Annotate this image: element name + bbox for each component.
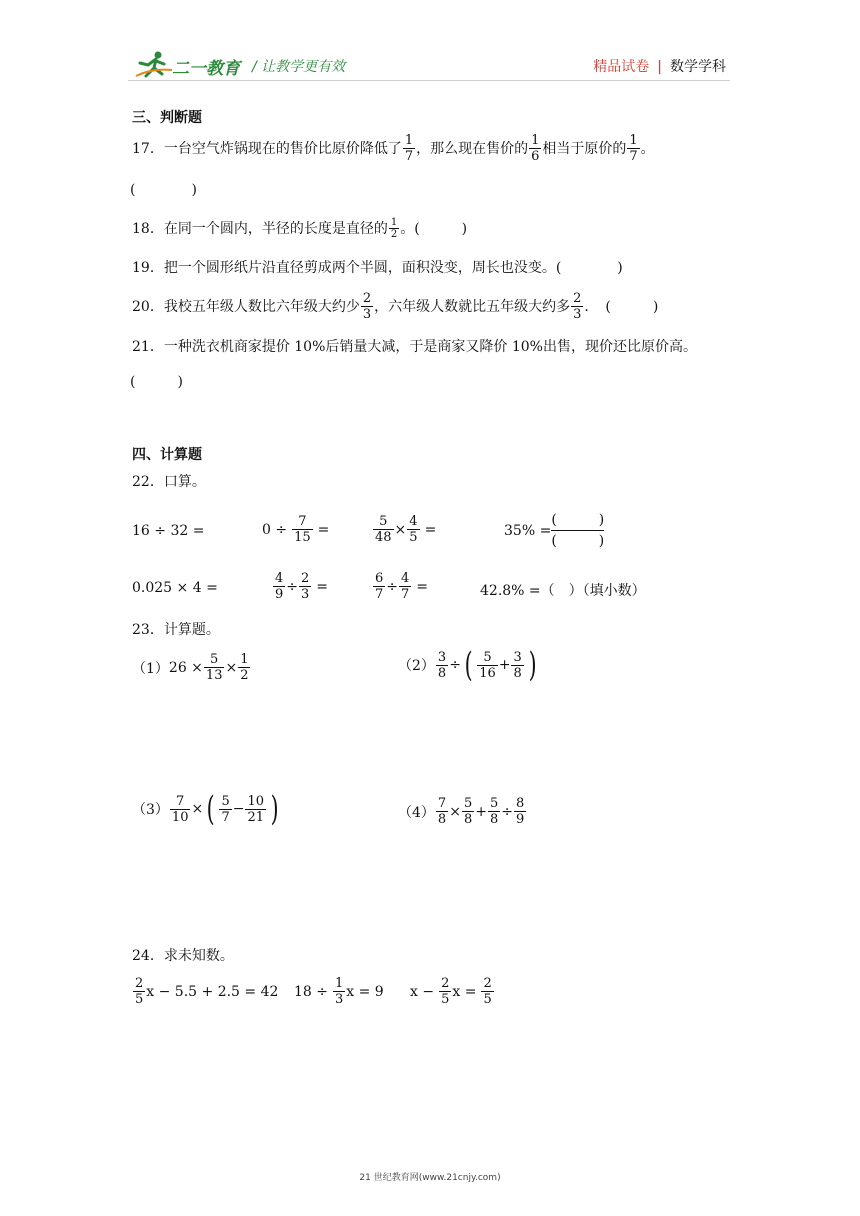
equation-1: $\frac{2}{5}$ x − 5.5 + 2.5 = 42 <box>135 976 279 1007</box>
oral-calc-6: $\frac{4}{9}$ ÷ $\frac{2}{3}$ = <box>275 571 329 602</box>
q17-answer-blank[interactable]: ( ) <box>130 182 197 198</box>
calc-problem-3: （3） $\frac{7}{10}$ × ( $\frac{5}{7}$ − $\frac{10}{21}$ ) <box>132 789 279 829</box>
fraction: $\frac{1}{6}$ <box>531 133 540 164</box>
fraction: $\frac{2}{5}$ <box>441 976 450 1007</box>
footer-source: 21 世纪教育网(www.21cnjy.com) <box>359 1173 501 1183</box>
oral-calc-4: 35% = $\frac{( )}{( )}$ <box>504 512 605 549</box>
question-17 <box>132 133 655 164</box>
fraction: $\frac{4}{9}$ <box>275 571 284 602</box>
slogan: / 让教学更有效 <box>252 59 346 75</box>
fraction: $\frac{5}{8}$ <box>489 796 499 827</box>
question-18 <box>132 217 467 240</box>
fraction: $\frac{10}{21}$ <box>247 793 265 825</box>
q17-text-b: ，那么现在售价的 <box>416 140 529 157</box>
fraction: $\frac{5}{48}$ <box>375 514 392 545</box>
question-23-label: 23．计算题。 <box>132 622 220 638</box>
fraction: $\frac{5}{7}$ <box>221 793 230 825</box>
fraction: $\frac{2}{3}$ <box>301 571 310 602</box>
fraction: $\frac{5}{8}$ <box>463 796 473 827</box>
answer-fraction-blank[interactable]: $\frac{( )}{( )}$ <box>551 512 605 549</box>
oral-calc-8[interactable]: 42.8% =（ ）（填小数） <box>480 583 646 599</box>
oral-calc-1: 16 ÷ 32 = <box>132 523 205 539</box>
fraction: $\frac{2}{3}$ <box>362 291 372 322</box>
q20-text-b: ，六年级人数就比五年级大约多 <box>374 298 571 315</box>
equation-2: 18 ÷ $\frac{1}{3}$ x = 9 <box>294 976 384 1007</box>
oral-calc-2: 0 ÷ $\frac{7}{15}$ = <box>262 514 330 545</box>
question-19: 19．把一个圆形纸片沿直径剪成两个半圆，面积没变，周长也没变。( ) <box>132 260 623 276</box>
q17-text-d: 。 <box>640 140 655 157</box>
oral-calc-3: $\frac{5}{48}$ × $\frac{4}{5}$ = <box>375 514 437 545</box>
fraction: $\frac{2}{5}$ <box>135 976 144 1007</box>
question-21: 21．一种洗衣机商家提价 10%后销量大减，于是商家又降价 10%出售，现价还比原价高。 <box>132 339 697 355</box>
q18-text-a: 18．在同一个圆内，半径的长度是直径的 <box>132 220 388 237</box>
fraction: $\frac{1}{7}$ <box>629 133 638 164</box>
calc-problem-4: （4） $\frac{7}{8}$ × $\frac{5}{8}$ + $\frac{5}{8}$ ÷ $\frac{8}{9}$ <box>398 796 525 827</box>
fraction: $\frac{4}{7}$ <box>401 571 410 602</box>
question-20 <box>132 291 658 322</box>
fraction: $\frac{5}{16}$ <box>479 649 496 681</box>
fraction: $\frac{3}{8}$ <box>513 649 522 681</box>
section4-title: 四、计算题 <box>132 447 202 463</box>
equation-3: x − $\frac{2}{5}$ x = $\frac{2}{5}$ <box>410 976 492 1007</box>
fraction: $\frac{3}{8}$ <box>437 649 447 681</box>
fraction: $\frac{6}{7}$ <box>375 571 384 602</box>
runner-logo-icon <box>134 50 174 78</box>
calc-problem-2: （2） $\frac{3}{8}$ ÷ ( $\frac{5}{16}$ + $\frac{3}{8}$ ) <box>398 645 537 685</box>
fraction: $\frac{7}{8}$ <box>437 796 447 827</box>
oral-calc-5: 0.025 × 4 = <box>132 580 218 596</box>
header <box>128 48 730 80</box>
fraction: $\frac{2}{5}$ <box>483 976 492 1007</box>
oral-calc-7: $\frac{6}{7}$ ÷ $\frac{4}{7}$ = <box>375 571 429 602</box>
premium-label: 精品试卷 <box>593 59 650 75</box>
section3-title: 三、判断题 <box>132 110 202 126</box>
header-subject <box>593 56 726 76</box>
subject-label: 数学学科 <box>670 59 726 75</box>
q17-text-a: 17．一台空气炸锅现在的售价比原价降低了 <box>132 140 402 157</box>
fraction: $\frac{2}{3}$ <box>573 291 582 322</box>
fraction: $\frac{1}{2}$ <box>390 217 398 240</box>
fraction: $\frac{8}{9}$ <box>515 796 525 827</box>
logo-text: 二一教育 <box>172 59 240 79</box>
fraction: $\frac{4}{5}$ <box>409 514 418 545</box>
fraction: $\frac{1}{7}$ <box>404 133 414 164</box>
q20-text-c[interactable]: ． ( ) <box>584 298 659 315</box>
q21-answer-blank[interactable]: ( ) <box>130 374 183 390</box>
fraction: $\frac{1}{2}$ <box>240 652 249 683</box>
fraction: $\frac{7}{15}$ <box>294 514 311 545</box>
fraction: $\frac{5}{13}$ <box>205 652 223 683</box>
fraction: $\frac{1}{3}$ <box>335 976 344 1007</box>
q17-text-c: 相当于原价的 <box>542 140 627 157</box>
calc-problem-1: （1） 26 × $\frac{5}{13}$ × $\frac{1}{2}$ <box>132 652 249 683</box>
q20-text-a: 20．我校五年级人数比六年级大约少 <box>132 298 360 315</box>
q18-text-b[interactable]: 。( ) <box>400 220 468 237</box>
header-separator: | <box>657 59 662 75</box>
question-22-label: 22．口算。 <box>132 474 206 490</box>
question-24-label: 24．求未知数。 <box>132 948 234 964</box>
fraction: $\frac{7}{10}$ <box>171 793 189 825</box>
header-divider <box>128 80 730 81</box>
